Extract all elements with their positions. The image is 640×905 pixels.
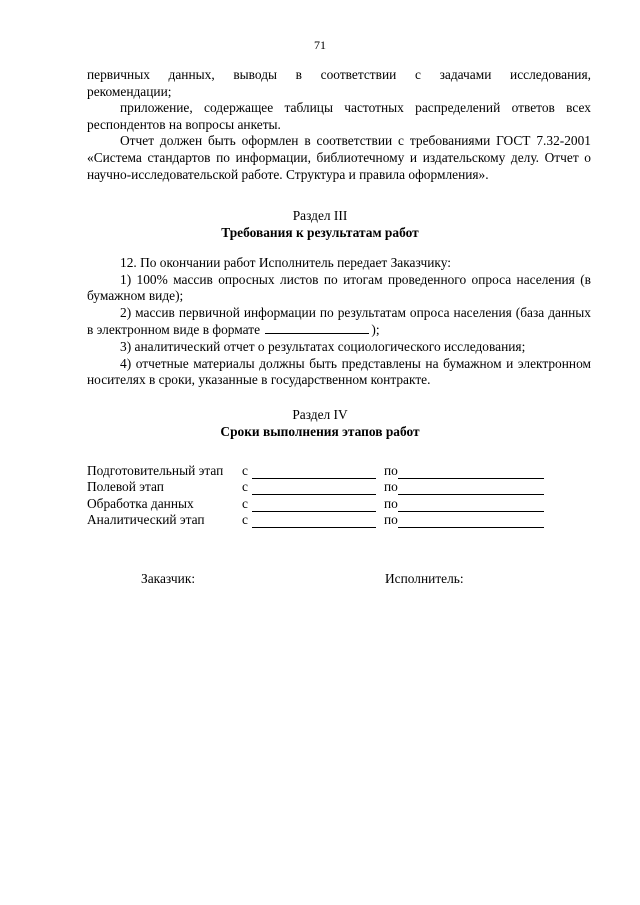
word: соответствии	[320, 67, 397, 82]
item-2-end: );	[371, 322, 380, 338]
to-label: по	[384, 512, 398, 527]
end-date-field[interactable]	[398, 479, 544, 496]
to-label: по	[384, 462, 398, 478]
gost-paragraph: Отчет должен быть оформлен в соответствии с требованиями ГОСТ 7.32-2001 «Система стандартов по информации, библиотечному и издательскому делу. Отчет о научно-исследовательской работе. Структура и правила оформления».	[87, 133, 591, 182]
from-label: с	[242, 512, 248, 527]
deliverable-item-3: 3) аналитический отчет о результатах социологического исследования;	[120, 338, 526, 354]
customer-signature-label: Заказчик:	[141, 571, 196, 586]
intro-line-1-tail: рекомендации;	[87, 83, 172, 99]
intro-line-1	[87, 67, 591, 84]
item-2-text: 2) массив первичной информации по результатам опроса населения (база данных в электронном виде в формате	[87, 304, 591, 338]
stage-row	[87, 512, 544, 529]
section-3-label: Раздел III	[292, 208, 348, 223]
word: задачами	[439, 67, 492, 82]
stages-table	[87, 462, 544, 528]
section-3-body	[87, 255, 591, 389]
start-date-field[interactable]	[252, 512, 384, 529]
section-3-title: Требования к результатам работ	[221, 224, 419, 240]
section-4-heading	[0, 407, 640, 440]
word: первичных	[87, 67, 150, 82]
end-date-field[interactable]	[398, 512, 544, 529]
stage-name: Полевой этап	[87, 479, 164, 494]
word: в	[295, 67, 302, 82]
end-date-field[interactable]	[398, 462, 544, 479]
from-label: с	[242, 479, 248, 494]
word: данных,	[168, 67, 215, 82]
stage-row	[87, 479, 544, 496]
deliverable-item-4: 4) отчетные материалы должны быть представлены на бумажном и электронном носителях в сроки, указанные в государственном контракте.	[87, 355, 591, 388]
stage-name: Обработка данных	[87, 495, 194, 511]
from-label: с	[242, 495, 248, 511]
start-date-field[interactable]	[252, 495, 384, 512]
section-4-title: Сроки выполнения этапов работ	[220, 423, 420, 439]
format-blank-line	[265, 321, 369, 334]
to-label: по	[384, 479, 398, 494]
deliverable-item-1: 1) 100% массив опросных листов по итогам проведенного опроса населения (в бумажном виде);	[87, 271, 591, 304]
stage-name: Подготовительный этап	[87, 462, 224, 478]
from-label: с	[242, 462, 248, 478]
to-label: по	[384, 495, 398, 511]
section-4-label: Раздел IV	[292, 407, 348, 422]
start-date-field[interactable]	[252, 462, 384, 479]
section-3-heading	[0, 208, 640, 241]
intro-block	[87, 67, 591, 183]
deliverables-lead: 12. По окончании работ Исполнитель передает Заказчику:	[120, 255, 451, 270]
contractor-signature-label: Исполнитель:	[385, 571, 464, 586]
stage-name: Аналитический этап	[87, 512, 205, 527]
word: исследования,	[510, 67, 591, 82]
stage-row	[87, 495, 544, 512]
stage-row	[87, 462, 544, 479]
page-number: 71	[314, 38, 326, 52]
end-date-field[interactable]	[398, 495, 544, 512]
appendix-paragraph: приложение, содержащее таблицы частотных распределений ответов всех респондентов на вопросы анкеты.	[87, 100, 591, 132]
deliverable-item-2	[87, 305, 591, 339]
word: с	[414, 67, 421, 82]
start-date-field[interactable]	[252, 479, 384, 496]
word: выводы	[233, 67, 278, 82]
